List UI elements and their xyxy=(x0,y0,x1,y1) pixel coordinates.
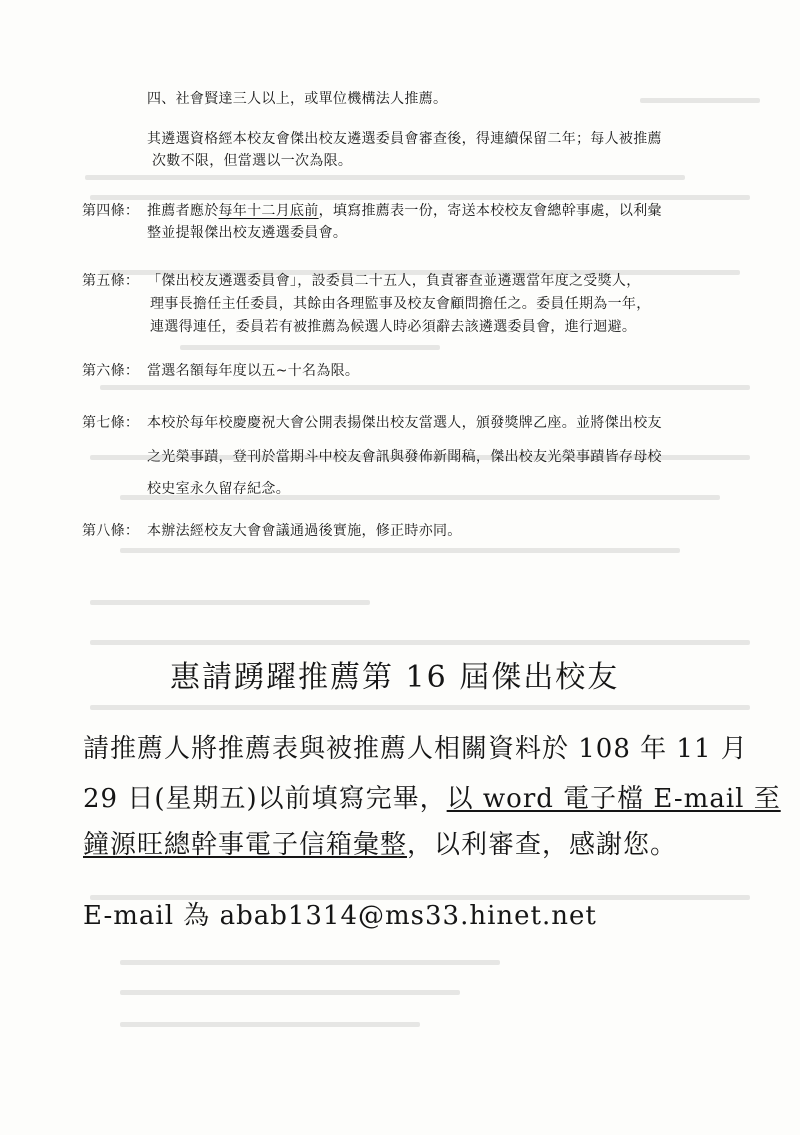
notice-line-3: 鐘源旺總幹事電子信箱彙整，以利審查，感謝您。 xyxy=(83,830,678,860)
article-7-line-3: 校史室永久留存紀念。 xyxy=(147,481,290,497)
notice-line-2: 29 日(星期五)以前填寫完畢，以 word 電子檔 E-mail 至 xyxy=(83,784,781,814)
article-6-line-1: 當選名額每年度以五~十名為限。 xyxy=(147,363,360,379)
submission-method-text: 以 word 電子檔 E-mail 至 xyxy=(446,784,781,814)
article-5-line-1: 「傑出校友遴選委員會」，設委員二十五人，負責審查並遴選當年度之受獎人， xyxy=(147,273,641,289)
recipient-text: 鐘源旺總幹事電子信箱彙整 xyxy=(83,830,408,860)
clause-4: 四、社會賢達三人以上，或單位機構法人推薦。 xyxy=(147,91,448,107)
article-7-line-1: 本校於每年校慶慶祝大會公開表揚傑出校友當選人，頒發獎牌乙座。並將傑出校友 xyxy=(147,415,662,431)
article-4-line-2: 整並提報傑出校友遴選委員會。 xyxy=(147,225,348,241)
article-8-label: 第八條： xyxy=(82,523,140,539)
article-4-label: 第四條： xyxy=(82,203,140,219)
article-7-label: 第七條： xyxy=(82,415,140,431)
article-5-line-2: 理事長擔任主任委員，其餘由各理監事及校友會顧問擔任之。委員任期為一年， xyxy=(150,296,651,312)
deadline-text: 每年十二月底前 xyxy=(218,203,319,219)
article-5-label: 第五條： xyxy=(82,273,140,289)
article-5-line-3: 連選得連任，委員若有被推薦為候選人時必須辭去該遴選委員會，進行迴避。 xyxy=(150,319,637,335)
article-8-line-1: 本辦法經校友大會會議通過後實施，修正時亦同。 xyxy=(147,523,462,539)
article-4-line-1: 推薦者應於每年十二月底前，填寫推薦表一份，寄送本校校友會總幹事處，以利彙 xyxy=(147,203,662,219)
notice-heading: 惠請踴躍推薦第 16 屆傑出校友 xyxy=(170,660,620,695)
intro-line-1: 其遴選資格經本校友會傑出校友遴選委員會審查後，得連續保留二年；每人被推薦 xyxy=(147,131,662,147)
intro-line-2: 次數不限，但當選以一次為限。 xyxy=(152,153,353,169)
contact-email: E-mail 為 abab1314@ms33.hinet.net xyxy=(83,901,597,931)
notice-line-1: 請推薦人將推薦表與被推薦人相關資料於 108 年 11 月 xyxy=(83,734,748,764)
article-7-line-2: 之光榮事蹟，登刊於當期斗中校友會訊與發佈新聞稿，傑出校友光榮事蹟皆存母校 xyxy=(147,449,662,465)
article-6-label: 第六條： xyxy=(82,363,140,379)
